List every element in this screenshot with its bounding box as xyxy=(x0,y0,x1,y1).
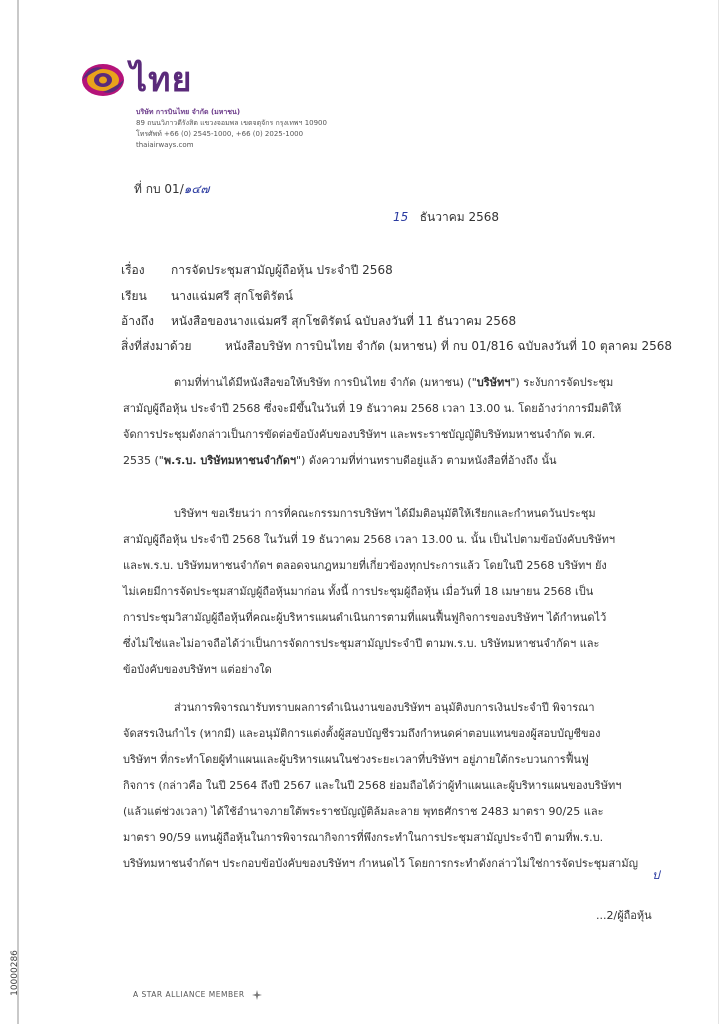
recipient-value: นางแฉ่มศรี สุกโชติรัตน์ xyxy=(171,289,293,303)
company-phone: โทรศัพท์ +66 (0) 2545-1000, +66 (0) 2025-1000 xyxy=(136,130,304,138)
reference-value: หนังสือของนางแฉ่มศรี สุกโชติรัตน์ ฉบับลงวันที่ 11 ธันวาคม 2568 xyxy=(171,314,517,328)
company-address: 89 ถนนวิภาวดีรังสิต แขวงจอมพล เขตจตุจักร กรุงเทพฯ 10900 xyxy=(136,119,327,127)
paragraph-1 xyxy=(123,370,668,474)
recipient-line xyxy=(121,288,293,304)
paragraph-3-line: จัดสรรเงินกำไร (หากมี) และอนุมัติการแต่งตั้งผู้สอบบัญชีรวมถึงกำหนดค่าตอบแทนของผู้สอบบัญชีของ xyxy=(123,727,601,740)
document-number: 10000286 xyxy=(9,950,20,996)
company-info xyxy=(136,107,327,151)
date-handwritten-day: 15 xyxy=(393,210,409,224)
p1-defined-term: บริษัทฯ xyxy=(476,376,511,389)
p1-text: ตามที่ท่านได้มีหนังสือขอให้บริษัท การบินไทย จำกัด (มหาชน) (" xyxy=(174,376,477,389)
handwritten-margin-mark: ป xyxy=(652,868,660,882)
enclosure-value: หนังสือบริษัท การบินไทย จำกัด (มหาชน) ที่ กบ 01/816 ฉบับลงวันที่ 10 ตุลาคม 2568 xyxy=(225,339,672,353)
reference-label: อ้างถึง xyxy=(121,314,154,328)
paragraph-2-line: การประชุมวิสามัญผู้ถือหุ้นที่คณะผู้บริหารแผนดำเนินการตามที่แผนฟื้นฟูกิจการของบริษัทฯ ได้กำหนดไว้ xyxy=(123,611,607,624)
left-margin-rule xyxy=(17,0,19,1024)
p1-text: 2535 (" xyxy=(123,454,164,467)
orchid-logo-icon xyxy=(80,60,126,100)
paragraph-1-line: สามัญผู้ถือหุ้น ประจำปี 2568 ซึ่งจะมีขึ้นในวันที่ 19 ธันวาคม 2568 เวลา 13.00 น. โดยอ้างว่าการมีมติให้ xyxy=(123,402,622,415)
date-printed: ธันวาคม 2568 xyxy=(419,210,500,224)
p1-text: ") ดังความที่ท่านทราบดีอยู่แล้ว ตามหนังสือที่อ้างถึง นั้น xyxy=(296,454,557,467)
reference-printed: ที่ กบ 01/ xyxy=(134,182,184,196)
company-name: บริษัท การบินไทย จำกัด (มหาชน) xyxy=(136,108,241,116)
enclosure-line xyxy=(121,338,672,354)
paragraph-1-line xyxy=(123,448,668,474)
paragraph-3-line: กิจการ (กล่าวคือ ในปี 2564 ถึงปี 2567 และในปี 2568 ย่อมถือได้ว่าผู้ทำแผนและผู้บริหารแผนของบริษัทฯ xyxy=(123,779,622,792)
paragraph-3-line: บริษัทฯ ที่กระทำโดยผู้ทำแผนและผู้บริหารแผนในช่วงระยะเวลาที่บริษัทฯ อยู่ภายใต้กระบวนการฟื้นฟู xyxy=(123,753,589,766)
paragraph-2-line: บริษัทฯ ขอเรียนว่า การที่คณะกรรมการบริษัทฯ ได้มีมติอนุมัติให้เรียกและกำหนดวันประชุม xyxy=(174,507,596,520)
paragraph-2-line: สามัญผู้ถือหุ้น ประจำปี 2568 ในวันที่ 19 ธันวาคม 2568 เวลา 13.00 น. นั้น เป็นไปตามข้อบังคับบริษัทฯ xyxy=(123,533,616,546)
alliance-text: A STAR ALLIANCE MEMBER xyxy=(133,990,245,999)
p1-defined-term: พ.ร.บ. บริษัทมหาชนจำกัดฯ xyxy=(163,454,297,467)
enclosure-label: สิ่งที่ส่งมาด้วย xyxy=(121,339,192,353)
paragraph-3-line: มาตรา 90/59 แทนผู้ถือหุ้นในการพิจารณากิจการที่พึงกระทำในการประชุมสามัญประจำปี ตามที่พ.ร.บ. xyxy=(123,831,604,844)
subject-line xyxy=(121,262,393,278)
paragraph-2-line: ไม่เคยมีการจัดประชุมสามัญผู้ถือหุ้นมาก่อน ทั้งนี้ การประชุมผู้ถือหุ้น เมื่อวันที่ 18 เมษายน 2568 เป็น xyxy=(123,585,594,598)
reference-number xyxy=(134,180,209,199)
paragraph-1-line: จัดการประชุมดังกล่าวเป็นการขัดต่อข้อบังคับของบริษัทฯ และพระราชบัญญัติบริษัทมหาชนจำกัด พ.ศ. xyxy=(123,428,596,441)
p1-text: ") ระงับการจัดประชุม xyxy=(510,376,614,389)
paragraph-3-line: บริษัทมหาชนจำกัดฯ ประกอบข้อบังคับของบริษัทฯ กำหนดไว้ โดยการกระทำดังกล่าวไม่ใช่การจัดประชุมสามัญ xyxy=(123,857,638,870)
continuation-note: ...2/ผู้ถือหุ้น xyxy=(596,909,652,922)
subject-value: การจัดประชุมสามัญผู้ถือหุ้น ประจำปี 2568 xyxy=(171,263,393,277)
paragraph-3-line: ส่วนการพิจารณารับทราบผลการดำเนินงานของบริษัทฯ อนุมัติงบการเงินประจำปี พิจารณา xyxy=(174,701,595,714)
letter-date xyxy=(393,208,499,227)
star-alliance-icon xyxy=(252,990,262,1000)
footer-alliance xyxy=(133,990,262,1000)
paragraph-3-line: (แล้วแต่ช่วงเวลา) ได้ใช้อำนาจภายใต้พระราชบัญญัติล้มละลาย พุทธศักราช 2483 มาตรา 90/25 และ xyxy=(123,805,604,818)
reference-handwritten: ๑๔๗ xyxy=(183,182,210,196)
brand-wordmark: ไทย xyxy=(130,60,193,100)
right-margin-rule xyxy=(718,0,719,1024)
paragraph-3 xyxy=(123,695,668,877)
company-website: thaiairways.com xyxy=(136,141,194,149)
reference-line xyxy=(121,313,516,329)
subject-label: เรื่อง xyxy=(121,263,145,277)
paragraph-2 xyxy=(123,501,668,683)
recipient-label: เรียน xyxy=(121,289,147,303)
paragraph-2-line: และพ.ร.บ. บริษัทมหาชนจำกัดฯ ตลอดจนกฎหมายที่เกี่ยวข้องทุกประการแล้ว โดยในปี 2568 บริษัทฯ ยัง xyxy=(123,559,607,572)
paragraph-2-line: ซึ่งไม่ใช่และไม่อาจถือได้ว่าเป็นการจัดการประชุมสามัญประจำปี ตามพ.ร.บ. บริษัทมหาชนจำกัดฯ และ xyxy=(123,637,600,650)
paragraph-1-line xyxy=(123,370,668,396)
paragraph-2-line: ข้อบังคับของบริษัทฯ แต่อย่างใด xyxy=(123,663,272,676)
